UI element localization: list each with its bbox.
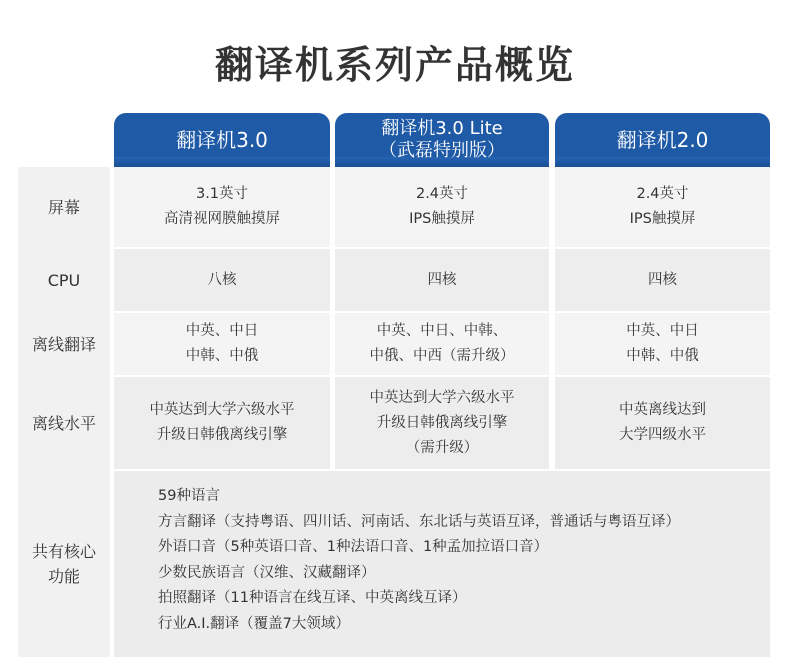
cell-offline-translation-2-0	[555, 313, 770, 375]
cell-line: 中英离线达到	[619, 402, 706, 418]
cell-line: 升级日韩俄离线引擎	[156, 427, 288, 443]
cell-screen-lite	[335, 167, 549, 247]
product-name: 翻译机2.0	[616, 128, 709, 152]
cell-line: 中英、中日	[185, 323, 259, 339]
list-item: 方言翻译（支持粤语、四川话、河南话、东北话与英语互译，普通话与粤语互译）	[158, 513, 680, 530]
cell-line: 中韩、中俄	[185, 348, 259, 364]
list-item: 外语口音（5种英语口音、1种法语口音、1种孟加拉语口音）	[158, 539, 549, 556]
cell-offline-translation-3-0	[114, 313, 330, 375]
row-label-text: 离线水平	[31, 413, 96, 433]
list-item: 行业A.I.翻译（覆盖7大领域）	[158, 615, 350, 632]
cell-offline-level-3-0	[114, 377, 330, 469]
page-title: 翻译机系列产品概览	[214, 43, 575, 87]
cell-line: 大学四级水平	[619, 427, 706, 443]
core-features-list	[114, 471, 770, 638]
cell-line: 升级日韩俄离线引擎	[376, 414, 508, 431]
product-header-3-0-lite	[335, 113, 549, 167]
cell-line: 中英达到大学六级水平	[369, 389, 515, 406]
cell-offline-level-lite	[335, 377, 549, 469]
cell-line: 3.1英寸	[195, 186, 249, 202]
cell-line: （需升级）	[405, 439, 479, 456]
row-label-text: CPU	[47, 270, 81, 290]
cell-screen-2-0	[555, 167, 770, 247]
cell-line: 2.4英寸	[415, 186, 469, 202]
cell-line: 中英达到大学六级水平	[149, 402, 295, 418]
cell-line: IPS触摸屏	[409, 211, 475, 227]
cell-offline-level-2-0	[555, 377, 770, 469]
row-label-offline-level	[18, 377, 110, 469]
row-label-screen	[18, 167, 110, 247]
product-header-2-0	[555, 113, 770, 167]
product-name: 翻译机3.0 Lite	[381, 118, 503, 139]
cell-line: 四核	[427, 271, 457, 288]
cell-line: IPS触摸屏	[629, 211, 696, 227]
cell-screen-3-0	[114, 167, 330, 247]
row-label-text: 屏幕	[47, 197, 80, 217]
cell-line: 四核	[648, 271, 677, 288]
cell-line: 中韩、中俄	[626, 348, 699, 364]
core-features-panel	[114, 471, 770, 657]
cell-line: 中英、中日、中韩、	[376, 323, 508, 339]
cell-offline-translation-lite	[335, 313, 549, 375]
cell-line: 中英、中日	[626, 323, 699, 339]
row-label-text: 共有核心	[31, 542, 96, 561]
product-header-3-0	[114, 113, 330, 167]
row-label-offline-translation	[18, 313, 110, 375]
product-name: 翻译机3.0	[176, 128, 268, 152]
list-item: 59种语言	[158, 488, 220, 504]
cell-cpu-3-0	[114, 249, 330, 311]
cell-cpu-2-0	[555, 249, 770, 311]
row-label-text: 离线翻译	[31, 334, 96, 354]
cell-cpu-lite	[335, 249, 549, 311]
cell-line: 2.4英寸	[636, 186, 689, 202]
row-label-cpu	[18, 249, 110, 311]
list-item: 拍照翻译（11种语言在线互译、中英离线互译）	[158, 590, 467, 607]
row-label-core-features	[18, 471, 110, 657]
cell-line: 中俄、中西（需升级）	[369, 348, 515, 364]
product-subtitle: （武磊特别版）	[379, 140, 505, 161]
row-label-text: 功能	[47, 567, 80, 586]
cell-line: 高清视网膜触摸屏	[164, 211, 280, 227]
list-item: 少数民族语言（汉维、汉藏翻译）	[158, 564, 376, 581]
cell-line: 八核	[207, 271, 237, 288]
